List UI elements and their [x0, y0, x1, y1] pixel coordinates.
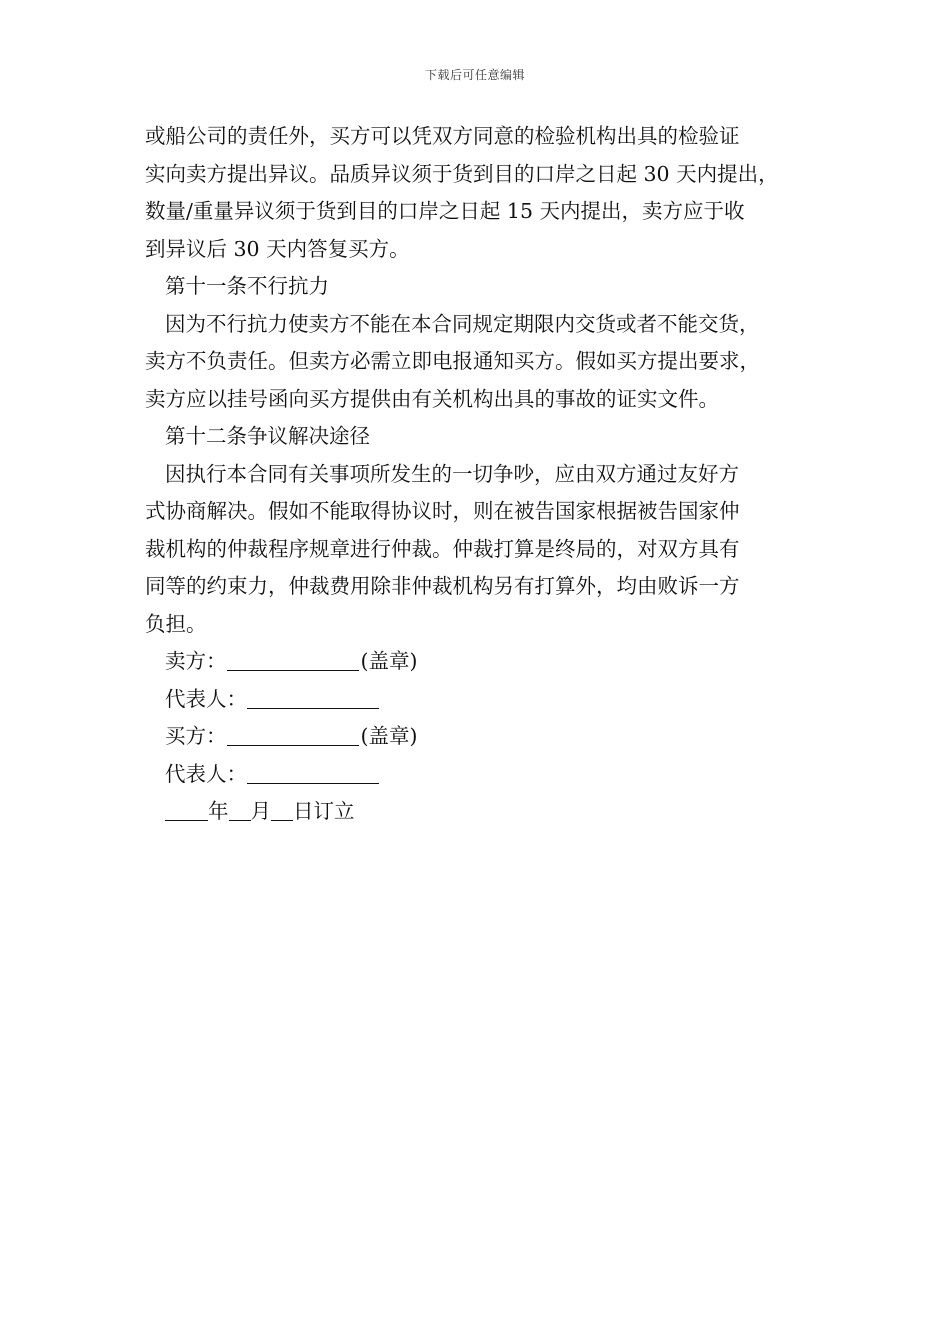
page-header-note: 下载后可任意编辑 — [424, 68, 525, 82]
paragraph-line: 或船公司的责任外，买方可以凭双方同意的检验机构出具的检验证 — [145, 124, 740, 148]
date-line — [145, 793, 810, 831]
buyer-representative-line — [145, 756, 810, 794]
paragraph-line: 式协商解决。假如不能取得协议时，则在被告国家根据被告国家仲 — [145, 499, 740, 523]
year-blank — [165, 796, 208, 821]
buyer-representative-blank — [247, 759, 379, 784]
buyer-label: 买方： — [165, 724, 227, 748]
buyer-representative-label: 代表人： — [165, 761, 247, 786]
day-blank — [271, 796, 293, 821]
paragraph-line: 裁机构的仲裁程序规章进行仲裁。仲裁打算是终局的，对双方具有 — [145, 536, 740, 561]
paragraph-line: 卖方应以挂号函向买方提供由有关机构出具的事故的证实文件。 — [145, 386, 719, 411]
month-blank — [229, 796, 251, 821]
seller-representative-line — [145, 681, 810, 719]
paragraph-line: 因执行本合同有关事项所发生的一切争吵，应由双方通过友好方 — [165, 461, 739, 486]
paragraph-line: 负担。 — [145, 611, 207, 636]
article-12-heading: 第十二条争议解决途径 — [165, 424, 370, 448]
paragraph-line: 卖方不负责任。但卖方必需立即电报通知买方。假如买方提出要求， — [145, 349, 760, 373]
seller-seal: (盖章) — [360, 649, 418, 673]
paragraph-line: 因为不行抗力使卖方不能在本合同规定期限内交货或者不能交货， — [165, 311, 760, 336]
month-label: 月 — [250, 799, 271, 823]
buyer-signature-line — [145, 718, 810, 756]
year-label: 年 — [208, 799, 229, 823]
contract-body — [145, 118, 810, 831]
seller-representative-label: 代表人： — [165, 686, 247, 711]
seller-representative-blank — [247, 684, 379, 709]
paragraph-line: 实向卖方提出异议。品质异议须于货到目的口岸之日起 30 天内提出， — [145, 161, 779, 186]
paragraph-line: 数量/重量异议须于货到目的口岸之日起 15 天内提出，卖方应于收 — [145, 199, 745, 223]
seller-blank — [227, 646, 359, 671]
article-11-heading: 第十一条不行抗力 — [165, 274, 329, 298]
seller-signature-line — [145, 643, 810, 681]
buyer-blank — [227, 721, 359, 746]
paragraph-line: 到异议后 30 天内答复买方。 — [145, 236, 410, 261]
seller-label: 卖方： — [165, 649, 227, 673]
buyer-seal: (盖章) — [360, 724, 418, 748]
day-signed-label: 日订立 — [293, 799, 355, 823]
paragraph-line: 同等的约束力，仲裁费用除非仲裁机构另有打算外，均由败诉一方 — [145, 574, 740, 598]
